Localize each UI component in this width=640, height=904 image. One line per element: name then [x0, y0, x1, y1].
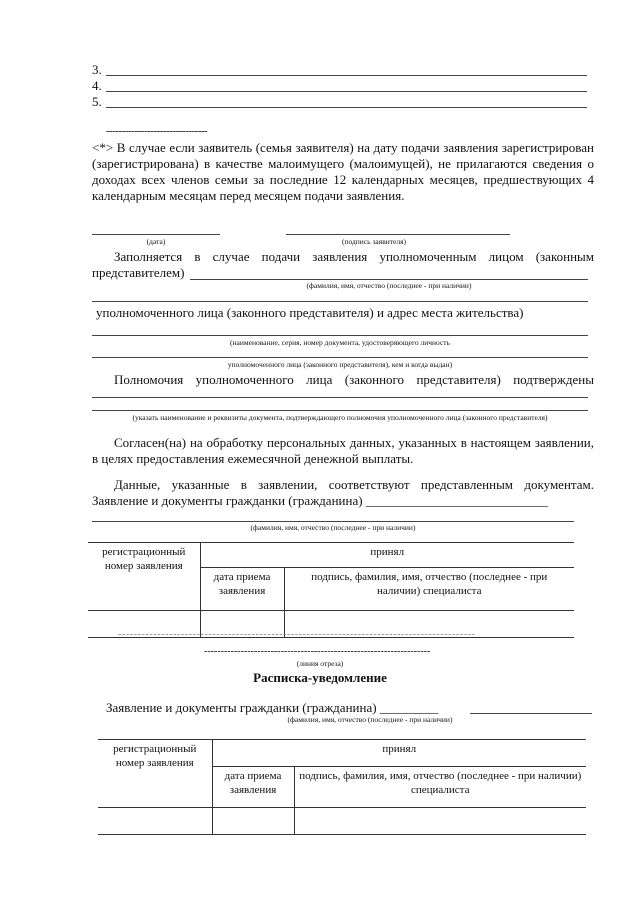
fio-caption: (фамилия, имя, отчество (последнее - при наличии)	[306, 281, 472, 290]
receipt-documents-text: Заявление и документы гражданки (гражданина) _________	[106, 700, 439, 715]
powers-confirmed-text: Полномочия уполномоченного лица (законного представителя) подтверждены	[114, 372, 594, 387]
identity-document-caption: (наименование, серия, номер документа, удостоверяющего личность	[230, 338, 450, 347]
identity-document-line	[92, 335, 588, 336]
representative-address-text: уполномоченного лица (законного представителя) и адрес места жительства)	[96, 305, 524, 320]
receipt-reg-number-header: регистрационный номер заявления	[98, 740, 212, 808]
receipt-table	[98, 739, 586, 835]
verification-line1: Данные, указанные в заявлении, соответствуют представленным документам.	[114, 477, 594, 492]
receipt-specialist-cell[interactable]	[294, 808, 586, 835]
receipt-title: Расписка-уведомление	[253, 670, 387, 685]
receipt-dashed-line: --------------------------------------------------------------------	[204, 646, 431, 657]
cut-dashed-line: -------------------------------------------------------------------------------------------	[118, 629, 476, 640]
representative-name-line	[190, 279, 588, 280]
representative-blank-line	[92, 301, 588, 302]
receipt-name-line	[470, 713, 592, 714]
powers-line-2	[92, 410, 588, 411]
identity-issued-line	[92, 357, 588, 358]
citizen-fio-caption: (фамилия, имя, отчество (последнее - при наличии)	[250, 523, 416, 532]
date-received-header: дата приема заявления	[200, 568, 284, 611]
list-item-3-number: 3.	[92, 62, 102, 77]
representative-intro-line1: Заполняется в случае подачи заявления уполномоченным лицом (законным	[114, 249, 594, 264]
powers-line-1	[92, 397, 588, 398]
receipt-date-received-cell[interactable]	[212, 808, 294, 835]
date-caption: (дата)	[146, 237, 166, 246]
date-line	[92, 234, 220, 235]
receipt-specialist-header: подпись, фамилия, имя, отчество (последнее - при наличии) специалиста	[299, 770, 582, 796]
list-item-3-line	[106, 75, 587, 76]
list-item-5-line	[106, 107, 587, 108]
authority-document-caption: (указать наименование и реквизиты документа, подтверждающего полномочия уполномоченного лица (законного представителя)	[132, 413, 548, 422]
identity-issued-caption: уполномоченного лица (законного представителя), кем и когда выдан)	[227, 360, 453, 369]
verification-line2: Заявление и документы гражданки (гражданина) ____________________________	[92, 493, 548, 508]
specialist-header: подпись, фамилия, имя, отчество (последнее - при наличии) специалиста	[311, 571, 548, 597]
footnote-text: <*> В случае если заявитель (семья заявителя) на дату подачи заявления зарегистрирован (зарегистрирована) в качестве малоимущего (малоимущей), не прилагаются сведения о доходах всех членов семьи за последние 12 календарных месяцев, предшествующих 4 календарным месяцам перед месяцем подачи заявления.	[92, 140, 594, 203]
accepted-header: принял	[200, 543, 574, 568]
registration-table	[88, 542, 574, 638]
citizen-name-line	[92, 521, 574, 522]
list-item-5-number: 5.	[92, 94, 102, 109]
receipt-fio-caption: (фамилия, имя, отчество (последнее - при наличии)	[287, 715, 453, 724]
receipt-reg-number-cell[interactable]	[98, 808, 212, 835]
signature-line	[286, 234, 510, 235]
reg-number-header: регистрационный номер заявления	[88, 543, 200, 611]
receipt-date-received-header: дата приема заявления	[212, 767, 294, 808]
cut-line-caption: (линия отреза)	[296, 659, 344, 668]
signature-caption: (подпись заявителя)	[341, 237, 407, 246]
receipt-accepted-header: принял	[212, 740, 586, 767]
list-item-4-line	[106, 91, 587, 92]
consent-text: Согласен(на) на обработку персональных данных, указанных в настоящем заявлении, в целях предоставления ежемесячной денежной выплаты.	[92, 435, 594, 466]
list-item-4-number: 4.	[92, 78, 102, 93]
footnote-separator: --------------------------------	[106, 125, 208, 137]
representative-intro-line2: представителем)	[92, 265, 185, 280]
